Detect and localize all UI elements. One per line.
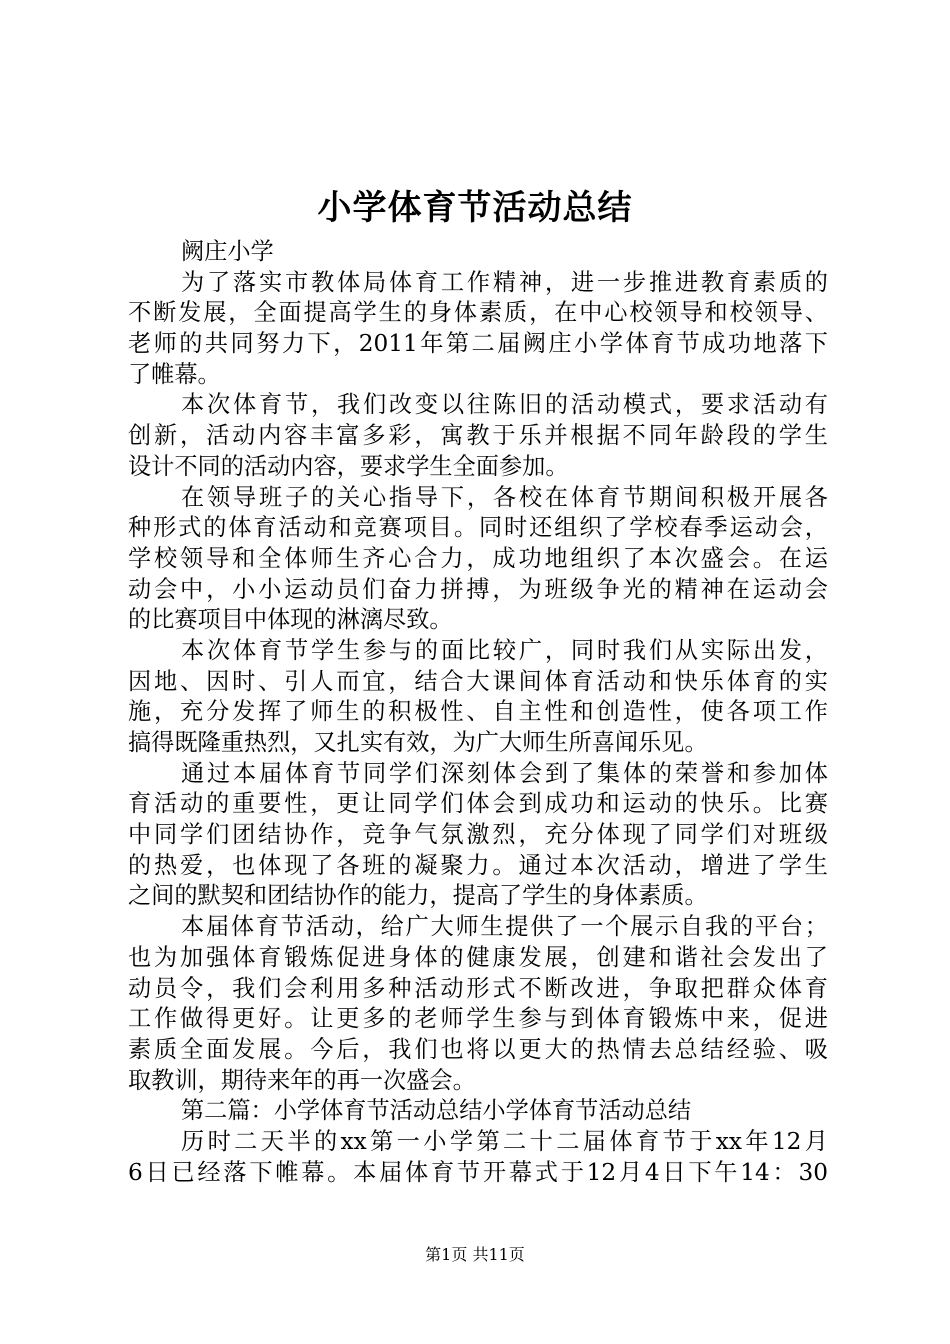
text-line: 了帷幕。 <box>128 360 221 388</box>
text-line: 本次体育节，我们改变以往陈旧的活动模式，要求活动有 <box>181 391 828 419</box>
text-line: 老师的共同努力下，2011年第二届阙庄小学体育节成功地落下 <box>128 330 828 358</box>
text-line: 阙庄小学 <box>181 238 274 265</box>
text-line: 本届体育节活动，给广大师生提供了一个展示自我的平台； <box>181 913 828 941</box>
text-line: 通过本届体育节同学们深刻体会到了集体的荣誉和参加体 <box>181 759 828 787</box>
text-line: 为了落实市教体局体育工作精神，进一步推进教育素质的 <box>181 268 828 296</box>
text-line: 因地、因时、引人而宜，结合大课间体育活动和快乐体育的实 <box>128 667 828 695</box>
text-line: 搞得既隆重热烈，又扎实有效，为广大师生所喜闻乐见。 <box>128 729 708 756</box>
page-footer: 第1页 共11页 <box>425 1245 525 1264</box>
text-line: 历时二天半的xx第一小学第二十二届体育节于xx年12月 <box>181 1127 828 1155</box>
document-body <box>128 237 828 1188</box>
text-line: 不断发展，全面提高学生的身体素质，在中心校领导和校领导、 <box>128 299 828 327</box>
text-line: 创新，活动内容丰富多彩，寓教于乐并根据不同年龄段的学生 <box>128 422 828 450</box>
page-title: 小学体育节活动总结 <box>317 188 633 228</box>
text-line: 素质全面发展。今后，我们也将以更大的热情去总结经验、吸 <box>128 1035 828 1063</box>
text-line: 6日已经落下帷幕。本届体育节开幕式于12月4日下午14：30 <box>128 1158 828 1186</box>
text-line: 施，充分发挥了师生的积极性、自主性和创造性，使各项工作 <box>128 698 828 726</box>
text-line: 在领导班子的关心指导下，各校在体育节期间积极开展各 <box>181 483 828 511</box>
text-line: 学校领导和全体师生齐心合力，成功地组织了本次盛会。在运 <box>128 544 828 572</box>
text-line: 也为加强体育锻炼促进身体的健康发展，创建和谐社会发出了 <box>128 943 828 971</box>
text-line: 设计不同的活动内容，要求学生全面参加。 <box>128 452 569 480</box>
text-line: 育活动的重要性，更让同学们体会到成功和运动的快乐。比赛 <box>128 790 828 818</box>
text-line: 动员令，我们会利用多种活动形式不断改进，争取把群众体育 <box>128 974 828 1002</box>
text-line: 的热爱，也体现了各班的凝聚力。通过本次活动，增进了学生 <box>128 851 828 879</box>
text-line: 本次体育节学生参与的面比较广，同时我们从实际出发， <box>181 636 828 664</box>
text-line: 第二篇：小学体育节活动总结小学体育节活动总结 <box>181 1097 692 1125</box>
text-line: 种形式的体育活动和竞赛项目。同时还组织了学校春季运动会， <box>128 514 828 542</box>
text-line: 之间的默契和团结协作的能力，提高了学生的身体素质。 <box>128 882 708 910</box>
text-line: 的比赛项目中体现的淋漓尽致。 <box>128 606 453 634</box>
text-line: 中同学们团结协作，竞争气氛激烈，充分体现了同学们对班级 <box>128 821 828 849</box>
text-line: 工作做得更好。让更多的老师学生参与到体育锻炼中来，促进 <box>128 1005 828 1033</box>
text-line: 动会中，小小运动员们奋力拼搏，为班级争光的精神在运动会 <box>128 575 828 603</box>
text-line: 取教训，期待来年的再一次盛会。 <box>128 1066 476 1094</box>
